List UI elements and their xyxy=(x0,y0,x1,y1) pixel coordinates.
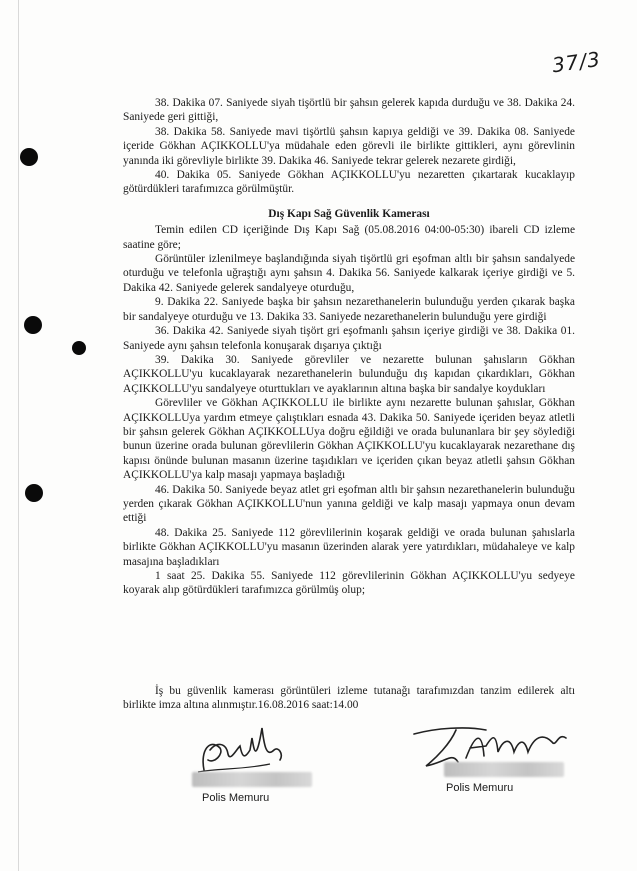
handwritten-page-number: 37/3 xyxy=(550,46,603,78)
punch-hole xyxy=(24,316,42,334)
paragraph: Görüntüler izlenilmeye başlandığında siyah tişörtlü gri eşofman altlı bir şahsın sandalyede oturduğu ve telefonla uğraştığı aynı şahsın 4. Dakika 56. Saniyede kalkarak içeriye girdiği ve 5. Dakika 42. Saniyede gelerek sandalyeye oturduğu, xyxy=(123,253,575,294)
paragraph: Görevliler ve Gökhan AÇIKKOLLU ile birlikte aynı nezarette bulunan şahıslar, Gökhan AÇIKKOLLUya yardım etmeye çalıştıkları esnada 43. Dakika 50. Saniyede içeriden beyaz atletli bir şahsın gelerek Gökhan AÇIKKOLLUya doğru eğildiği ve orada bulunanlara bir şey söylediği bunun üzerine orada bulunan görevlilerin Gökhan AÇIKKOLLU'yu kucaklayarak nezarethane dış kapısı önünde bulunan masanın üzerine taşıdıkları ve içeriden çıkan beyaz atletli şahsın Gökhan AÇIKKOLLU'ya kalp masajı yapmaya başladığı xyxy=(123,397,575,482)
paragraph: 39. Dakika 30. Saniyede görevliler ve nezarette bulunan şahısların Gökhan AÇIKKOLLU'yu kucaklayarak nezarethanelerin bulunduğu dış kapıdan çıkardıkları, Gökhan AÇIKKOLLU'yu sandalyeye oturttukları ve ayaklarının altına başka bir sandalye koydukları xyxy=(123,353,575,395)
punch-hole xyxy=(25,484,43,502)
punch-hole xyxy=(20,148,38,166)
signature-block-left xyxy=(180,720,330,810)
paragraph: 1 saat 25. Dakika 55. Saniyede 112 görevlilerinin Gökhan AÇIKKOLLU'yu sedyeye koyarak alıp götürdükleri tarafımızca görülmüş olup; xyxy=(123,570,575,597)
paragraph: Temin edilen CD içeriğinde Dış Kapı Sağ (05.08.2016 04:00-05:30) ibareli CD izleme saatine göre; xyxy=(123,224,575,251)
paragraph: 48. Dakika 25. Saniyede 112 görevlilerinin koşarak geldiği ve orada bulunan şahıslarla birlikte Gökhan AÇIKKOLLU'yu masanın üzerinden alarak yere yatırdıkları, müdahaleye ve kalp masajına başladıkları xyxy=(123,526,575,568)
section-heading: Dış Kapı Sağ Güvenlik Kamerası xyxy=(268,207,430,220)
redacted-name xyxy=(192,772,312,787)
paragraph: 38. Dakika 07. Saniyede siyah tişörtlü bir şahsın gelerek kapıda durduğu ve 38. Dakika 24. Saniyede geri gittiği, xyxy=(123,97,575,124)
signer-title: Polis Memuru xyxy=(446,782,514,794)
document-body xyxy=(123,96,575,598)
redacted-name xyxy=(444,762,564,777)
paragraph: 38. Dakika 58. Saniyede mavi tişörtlü şahsın kapıya geldiği ve 39. Dakika 08. Saniyede içeride Gökhan AÇIKKOLLU'ya müdahale eden görevli ile birlikte gittikleri, aynı görevlinin yanında iki görevliyle birlikte 39. Dakika 46. Saniyede tekrar gelerek nezarete girdiği, xyxy=(123,125,575,167)
handwritten-signature-left xyxy=(180,720,330,780)
page-fold-line xyxy=(18,0,19,871)
punch-hole xyxy=(72,341,86,355)
signature-block-right xyxy=(406,722,596,812)
paragraph: 9. Dakika 22. Saniyede başka bir şahsın nezarethanelerin bulunduğu yerden çıkarak başka bir sandalyeye oturduğu ve 13. Dakika 33. Saniyede nezarethanelerin bulunduğu yere girdiği xyxy=(123,296,575,323)
paragraph: 36. Dakika 42. Saniyede siyah tişört gri eşofmanlı şahsın içeriye girdiği ve 38. Dakika 01. Saniyede aynı şahsın telefonla konuşarak dışarıya çıktığı xyxy=(123,325,575,352)
paragraph: 46. Dakika 50. Saniyede beyaz atlet gri eşofman altlı bir şahsın nezarethanelerin bulunduğu yerden çıkarak Gökhan AÇIKKOLLU'nun yanına geldiği ve kalp masajı yapmaya onun devam ettiği xyxy=(123,483,575,525)
closing-statement xyxy=(123,684,575,713)
closing-paragraph: İş bu güvenlik kamerası görüntüleri izleme tutanağı tarafımızdan tanzim edilerek altı birlikte imza altına alınmıştır.16.08.2016 saat:14.00 xyxy=(123,685,575,712)
signer-title: Polis Memuru xyxy=(202,792,270,804)
paragraph: 40. Dakika 05. Saniyede Gökhan AÇIKKOLLU'yu nezaretten çıkartarak kucaklayıp götürdükleri tarafımızca görülmüştür. xyxy=(123,169,575,196)
